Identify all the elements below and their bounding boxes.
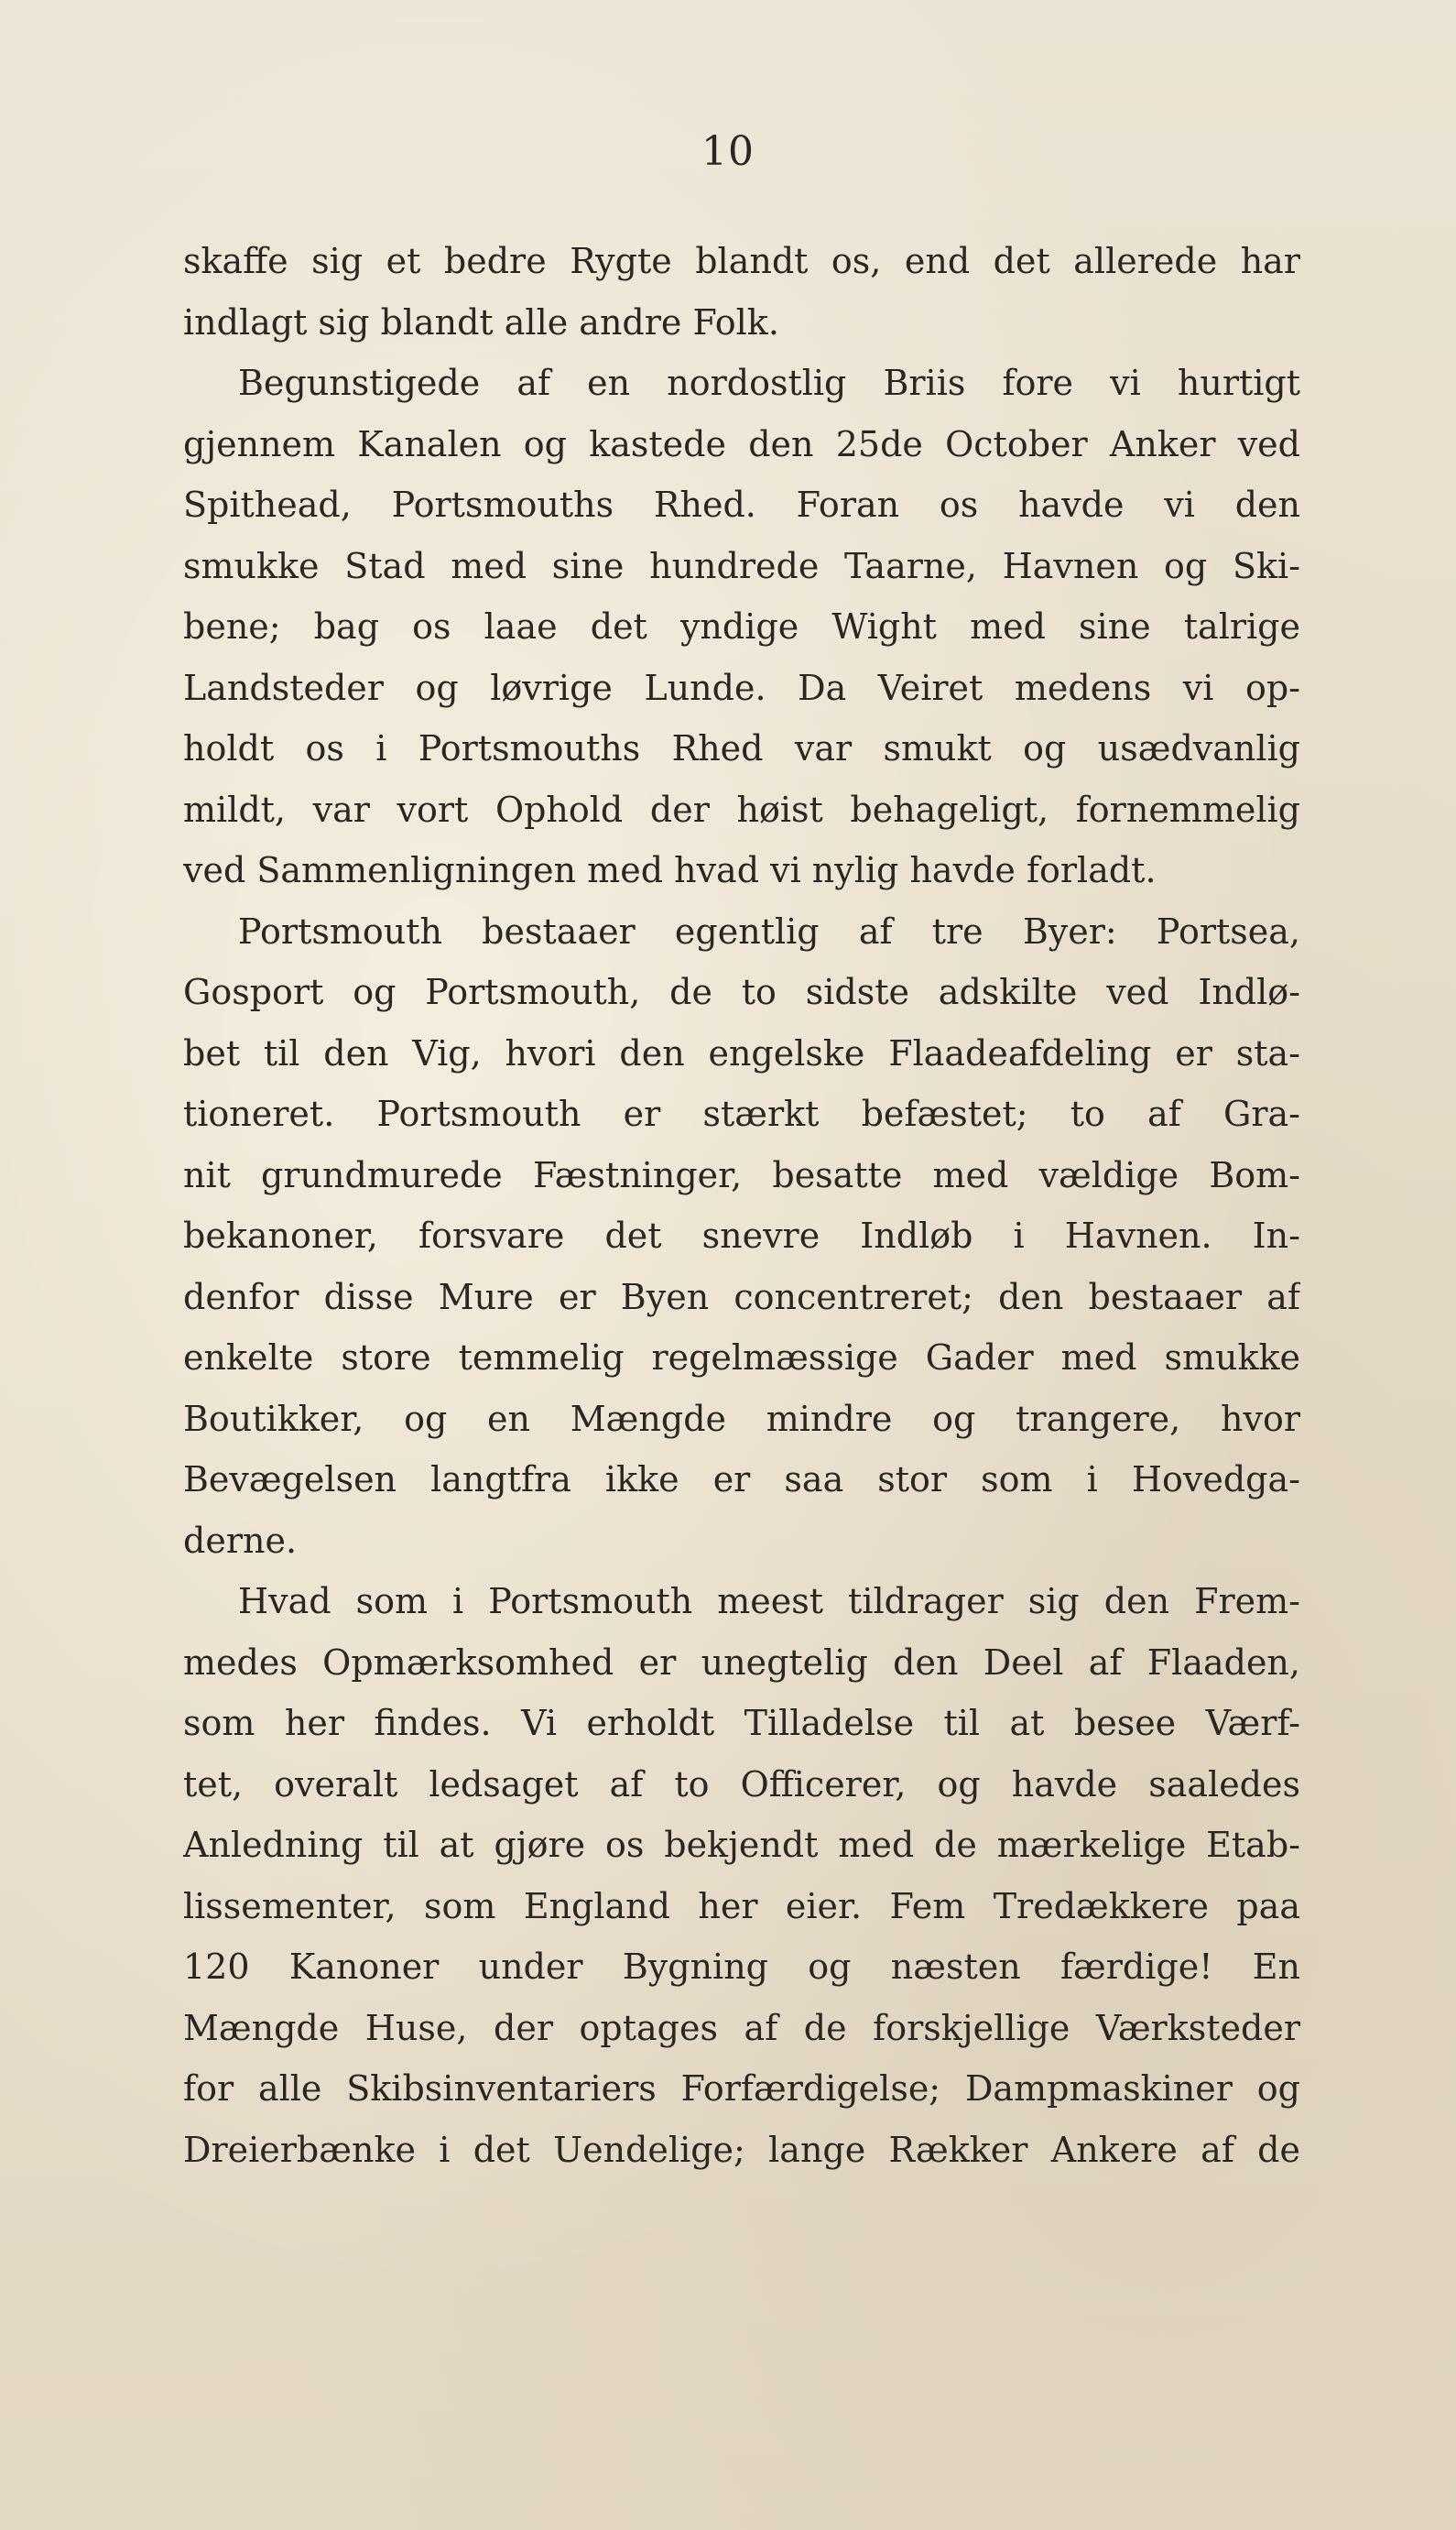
text-line: denfor disse Mure er Byen concentreret; den bestaaer af (183, 1276, 1300, 1317)
text-line: som her findes. Vi erholdt Tilladelse til at besee Værf- (183, 1703, 1300, 1743)
text-line: holdt os i Portsmouths Rhed var smukt og usædvanlig (183, 728, 1300, 769)
text-line: Dreierbænke i det Uendelige; lange Rækker Ankere af de (183, 2129, 1300, 2170)
text-line: Begunstigede af en nordostlig Briis fore vi hurtigt (238, 363, 1300, 403)
text-line: nit grundmurede Fæstninger, besatte med vældige Bom- (183, 1154, 1300, 1195)
text-line: bet til den Vig, hvori den engelske Flaadeafdeling er sta- (183, 1032, 1300, 1074)
text-line: enkelte store temmelig regelmæssige Gader med smukke (183, 1337, 1300, 1378)
text-line: Spithead, Portsmouths Rhed. Foran os havde vi den (183, 485, 1300, 525)
text-line: gjennem Kanalen og kastede den 25de October Anker ved (183, 423, 1300, 464)
text-line: derne. (183, 1520, 298, 1561)
body-text (183, 231, 1300, 2180)
text-line: tioneret. Portsmouth er stærkt befæstet; to af Gra- (183, 1094, 1300, 1134)
text-line: bekanoner, forsvare det snevre Indløb i Havnen. In- (183, 1216, 1300, 1256)
text-line: medes Opmærksomhed er unegtelig den Deel af Flaaden, (183, 1641, 1300, 1683)
text-line: mildt, var vort Ophold der høist behageligt, fornemmelig (183, 789, 1300, 830)
text-line: bene; bag os laae det yndige Wight med sine talrige (183, 606, 1300, 647)
text-line: Mængde Huse, der optages af de forskjellige Værksteder (183, 2007, 1300, 2048)
page-number: 10 (701, 128, 755, 175)
text-line: Gosport og Portsmouth, de to sidste adskilte ved Indlø- (183, 972, 1300, 1012)
text-line: indlagt sig blandt alle andre Folk. (183, 301, 779, 343)
text-line: for alle Skibsinventariers Forfærdigelse; Dampmaskiner og (183, 2068, 1300, 2109)
text-line: tet, overalt ledsaget af to Officerer, og havde saaledes (183, 1763, 1300, 1805)
text-line: Bevægelsen langtfra ikke er saa stor som i Hovedga- (183, 1459, 1300, 1499)
text-line: skaffe sig et bedre Rygte blandt os, end det allerede har (183, 241, 1300, 281)
text-line: lissementer, som England her eier. Fem Tredækkere paa (183, 1885, 1300, 1926)
text-line: 120 Kanoner under Bygning og næsten færdige! En (183, 1947, 1300, 1987)
text-line: smukke Stad med sine hundrede Taarne, Havnen og Ski- (183, 545, 1300, 586)
text-line: Boutikker, og en Mængde mindre og trangere, hvor (183, 1398, 1300, 1439)
text-line: Anledning til at gjøre os bekjendt med de mærkelige Etab- (183, 1825, 1300, 1865)
text-line: Hvad som i Portsmouth meest tildrager sig den Frem- (238, 1581, 1300, 1621)
text-line: Landsteder og løvrige Lunde. Da Veiret medens vi op- (183, 667, 1300, 708)
text-line: Portsmouth bestaaer egentlig af tre Byer: Portsea, (238, 911, 1300, 952)
text-line: ved Sammenligningen med hvad vi nylig havde forladt. (183, 850, 1157, 890)
